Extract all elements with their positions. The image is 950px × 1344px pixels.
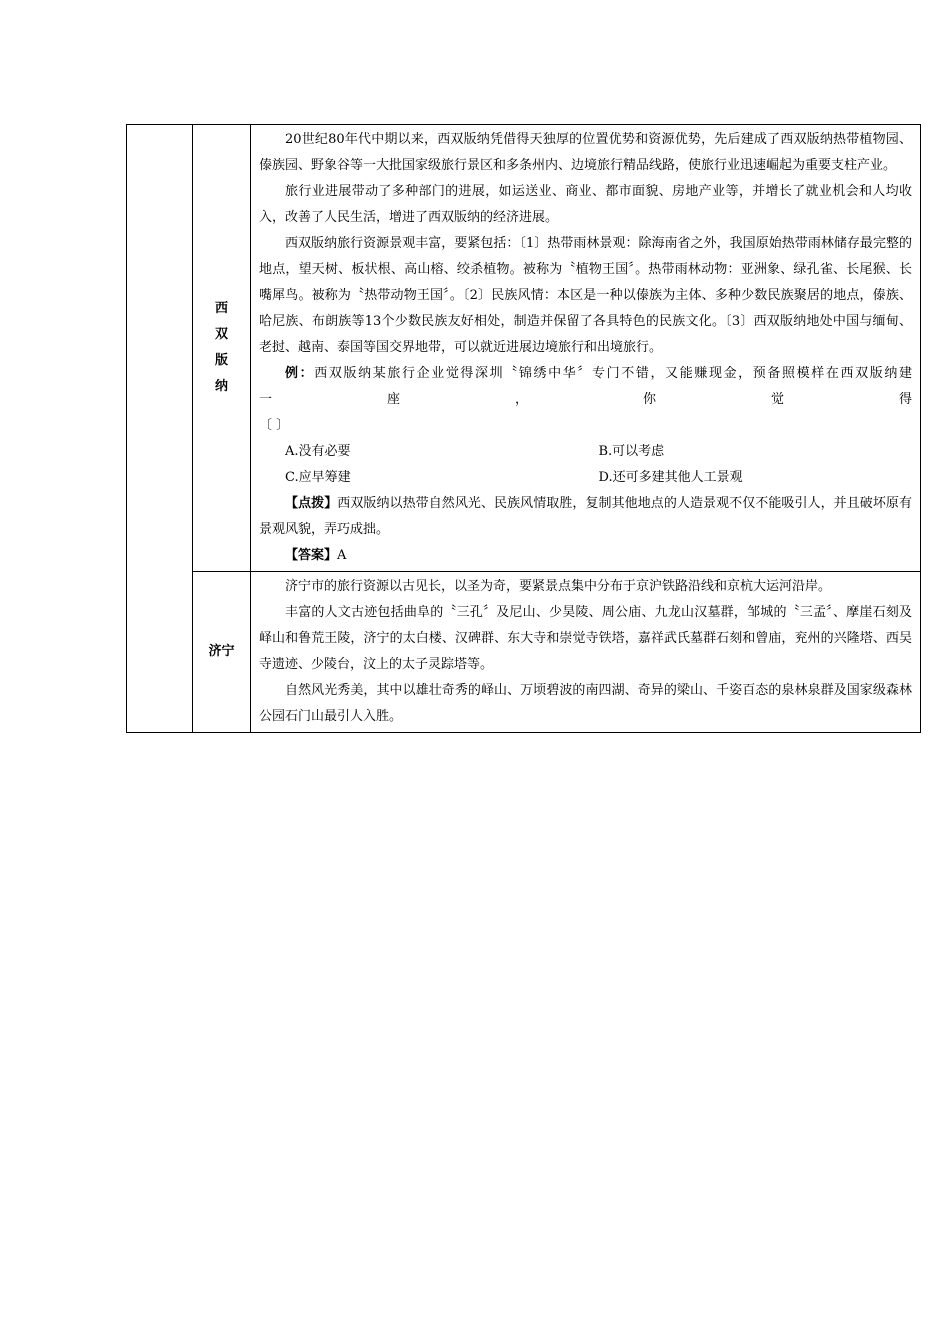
example-block (259, 361, 912, 569)
example-question (259, 361, 912, 387)
example-question-line2: 一 座 ， 你 觉 得 (259, 392, 912, 407)
hint-label: 【点拨】 (285, 496, 338, 511)
paragraph: 旅行业进展带动了多种部门的进展，如运送业、商业、都市面貌、房地产业等，并增长了就业机会和人均收入，改善了人民生活，增进了西双版纳的经济进展。 (259, 184, 912, 225)
outer-category-cell (127, 125, 193, 733)
region-char: 纳 (214, 379, 228, 394)
table-row-xishuangbanna (127, 125, 921, 572)
hint-paragraph (259, 491, 912, 543)
paragraph: 丰富的人文古迹包括曲阜的〝三孔〞及尼山、少昊陵、周公庙、九龙山汉墓群，邹城的〝三孟〞、摩崖石刻及峄山和鲁荒王陵，济宁的太白楼、汉碑群、东大寺和崇觉寺铁塔，嘉祥武氏墓群石刻和曾庙，兖州的兴隆塔、西吴寺遗迹、少陵台，汶上的太子灵踪塔等。 (259, 605, 912, 672)
answer-label: 【答案】 (285, 548, 338, 563)
hint-text: 西双版纳以热带自然风光、民族风情取胜，复制其他地点的人造景观不仅不能吸引人，并且破坏原有景观风貌，弄巧成拙。 (259, 496, 912, 537)
example-question-line1: 西双版纳某旅行企业觉得深圳〝锦绣中华〞专门不错，又能赚现金，预备照模样在西双版纳建 (314, 366, 912, 381)
region-content-xishuangbanna (251, 125, 921, 572)
answer-bracket: 〔 〕 (259, 418, 290, 433)
paragraph: 济宁市的旅行资源以古见长，以圣为奇，要紧景点集中分布于京沪铁路沿线和京杭大运河沿岸。 (285, 579, 832, 594)
region-char: 西 (214, 301, 228, 316)
answer-text: A (337, 548, 347, 563)
region-label-xishuangbanna (193, 125, 251, 572)
table-row-jining (127, 572, 921, 733)
region-label-jining: 济宁 (193, 572, 251, 733)
option-a: A.没有必要 (285, 444, 351, 459)
example-label: 例： (285, 366, 315, 381)
region-char: 双 (214, 327, 228, 342)
region-char: 版 (214, 353, 228, 368)
paragraph: 20世纪80年代中期以来，西双版纳凭借得天独厚的位置优势和资源优势，先后建成了西双版纳热带植物园、傣族园、野象谷等一大批国家级旅行景区和多条州内、边境旅行精品线路，使旅行业迅速崛起为重要支柱产业。 (259, 132, 912, 173)
paragraph: 自然风光秀美，其中以雄壮奇秀的峄山、万顷碧波的南四湖、奇异的梁山、千姿百态的泉林泉群及国家级森林公园石门山最引人入胜。 (259, 683, 912, 724)
option-d: D.还可多建其他人工景观 (598, 470, 743, 485)
content-table (126, 124, 921, 733)
paragraph: 西双版纳旅行资源景观丰富，要紧包括：〔1〕热带雨林景观：除海南省之外，我国原始热带雨林储存最完整的地点，望天树、板状根、高山榕、绞杀植物。被称为〝植物王国〞。热带雨林动物：亚洲象、绿孔雀、长尾猴、长嘴犀鸟。被称为〝热带动物王国〞。〔2〕民族风情：本区是一种以傣族为主体、多种少数民族聚居的地点，傣族、哈尼族、布朗族等13个少数民族友好相处，制造并保留了各具特色的民族文化。〔3〕西双版纳地处中国与缅甸、老挝、越南、泰国等国交界地带，可以就近进展边境旅行和出境旅行。 (259, 236, 912, 355)
option-b: B.可以考虑 (598, 444, 665, 459)
option-c: C.应早筹建 (285, 470, 351, 485)
region-content-jining (251, 572, 921, 733)
options-list (259, 439, 912, 491)
answer-paragraph (259, 543, 912, 569)
